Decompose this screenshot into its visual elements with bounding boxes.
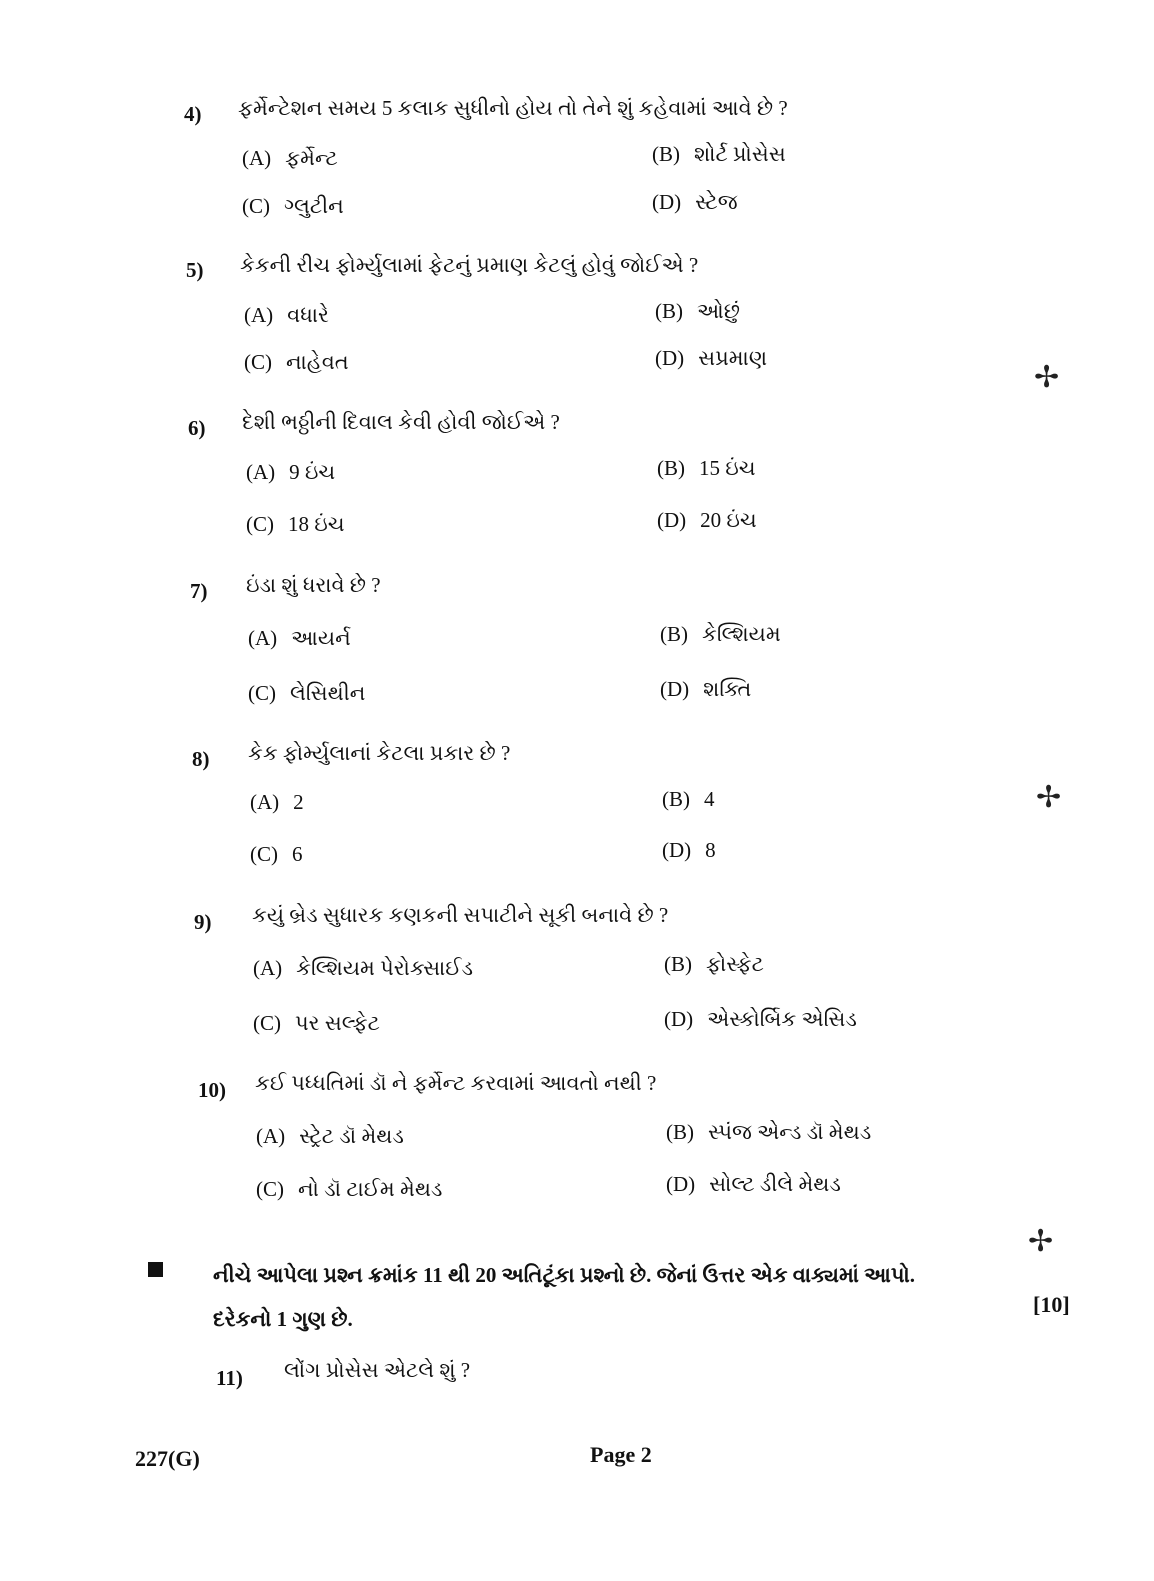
- option-b: (B) સ્પંજ એન્ડ ડૉ મેથડ: [666, 1120, 872, 1144]
- question-text: ફર્મેન્ટેશન સમય 5 કલાક સુધીનો હોય તો તેને શું કહેવામાં આવે છે ?: [238, 96, 788, 120]
- option-d: (D) શક્તિ: [660, 677, 752, 701]
- option-c: (C) 18 ઇંચ: [246, 512, 345, 536]
- option-d: (D) સપ્રમાણ: [655, 346, 768, 370]
- question-number: 4): [184, 102, 202, 126]
- question-number: 5): [186, 258, 204, 282]
- question-text: લોંગ પ્રોસેસ એટલે શું ?: [284, 1358, 471, 1382]
- paper-code: 227(G): [135, 1446, 200, 1471]
- option-c: (C) નો ડૉ ટાઈમ મેથડ: [256, 1177, 443, 1201]
- option-a: (A) વધારે: [244, 303, 329, 327]
- question-text: દેશી ભઠ્ઠીની દિવાલ કેવી હોવી જોઈએ ?: [242, 410, 560, 434]
- option-a: (A) સ્ટ્રેટ ડૉ મેથડ: [256, 1124, 404, 1148]
- scan-speck-icon: ✢: [1036, 781, 1062, 814]
- option-a: (A) ફર્મેન્ટ: [242, 146, 338, 170]
- question-number: 9): [194, 910, 212, 934]
- option-c: (C) ગ્લુટીન: [242, 194, 344, 218]
- scan-speck-icon: ✢: [1034, 361, 1060, 394]
- option-c: (C) પર સલ્ફેટ: [253, 1011, 380, 1035]
- option-c: (C) 6: [250, 842, 303, 866]
- option-b: (B) ઓછું: [655, 299, 740, 323]
- question-number: 7): [190, 579, 208, 603]
- option-a: (A) 9 ઇંચ: [246, 460, 336, 484]
- question-text: કેકની રીચ ફોર્મ્યુલામાં ફેટનું પ્રમાણ કેટલું હોવું જોઈએ ?: [240, 253, 699, 277]
- option-d: (D) 8: [662, 838, 716, 862]
- question-number: 6): [188, 416, 206, 440]
- option-d: (D) સ્ટેજ: [652, 190, 738, 214]
- option-b: (B) શોર્ટ પ્રોસેસ: [652, 142, 786, 166]
- section-marks: [10]: [1033, 1292, 1070, 1317]
- option-a: (A) કેલ્શિયમ પેરોક્સાઈડ: [253, 956, 473, 980]
- section-instructions: નીચે આપેલા પ્રશ્ન ક્રમાંક 11 થી 20 અતિટૂંકા પ્રશ્નો છે. જેનાં ઉત્તર એક વાક્યમાં આપો. દરેકનો 1 ગુણ છે.: [213, 1263, 916, 1331]
- question-text: કઈ પધ્ધતિમાં ડૉ ને ફર્મેન્ટ કરવામાં આવતો નથી ?: [255, 1071, 657, 1095]
- question-text: કેક ફોર્મ્યુલાનાં કેટલા પ્રકાર છે ?: [248, 741, 511, 765]
- option-c: (C) નાહેવત: [244, 350, 349, 374]
- question-number: 10): [198, 1078, 226, 1102]
- option-a: (A) આયર્ન: [248, 626, 351, 650]
- option-b: (B) કેલ્શિયમ: [660, 622, 781, 646]
- question-text: કયું બ્રેડ સુધારક કણકની સપાટીને સૂકી બનાવે છે ?: [252, 903, 669, 927]
- option-b: (B) ફોસ્ફેટ: [664, 952, 764, 976]
- question-number: 8): [192, 747, 210, 771]
- option-d: (D) સોલ્ટ ડીલે મેથડ: [666, 1172, 841, 1196]
- option-b: (B) 4: [662, 787, 715, 811]
- option-b: (B) 15 ઇંચ: [657, 456, 756, 480]
- page-number: Page 2: [590, 1442, 652, 1467]
- option-d: (D) 20 ઇંચ: [657, 508, 757, 532]
- question-number: 11): [216, 1366, 243, 1390]
- section-bullet-icon: [148, 1262, 163, 1277]
- question-text: ઇંડા શું ધરાવે છે ?: [246, 573, 381, 597]
- option-d: (D) એસ્કોર્બિક એસિડ: [664, 1007, 857, 1031]
- scan-speck-icon: ✢: [1028, 1225, 1054, 1258]
- option-a: (A) 2: [250, 790, 304, 814]
- option-c: (C) લેસિથીન: [248, 681, 366, 705]
